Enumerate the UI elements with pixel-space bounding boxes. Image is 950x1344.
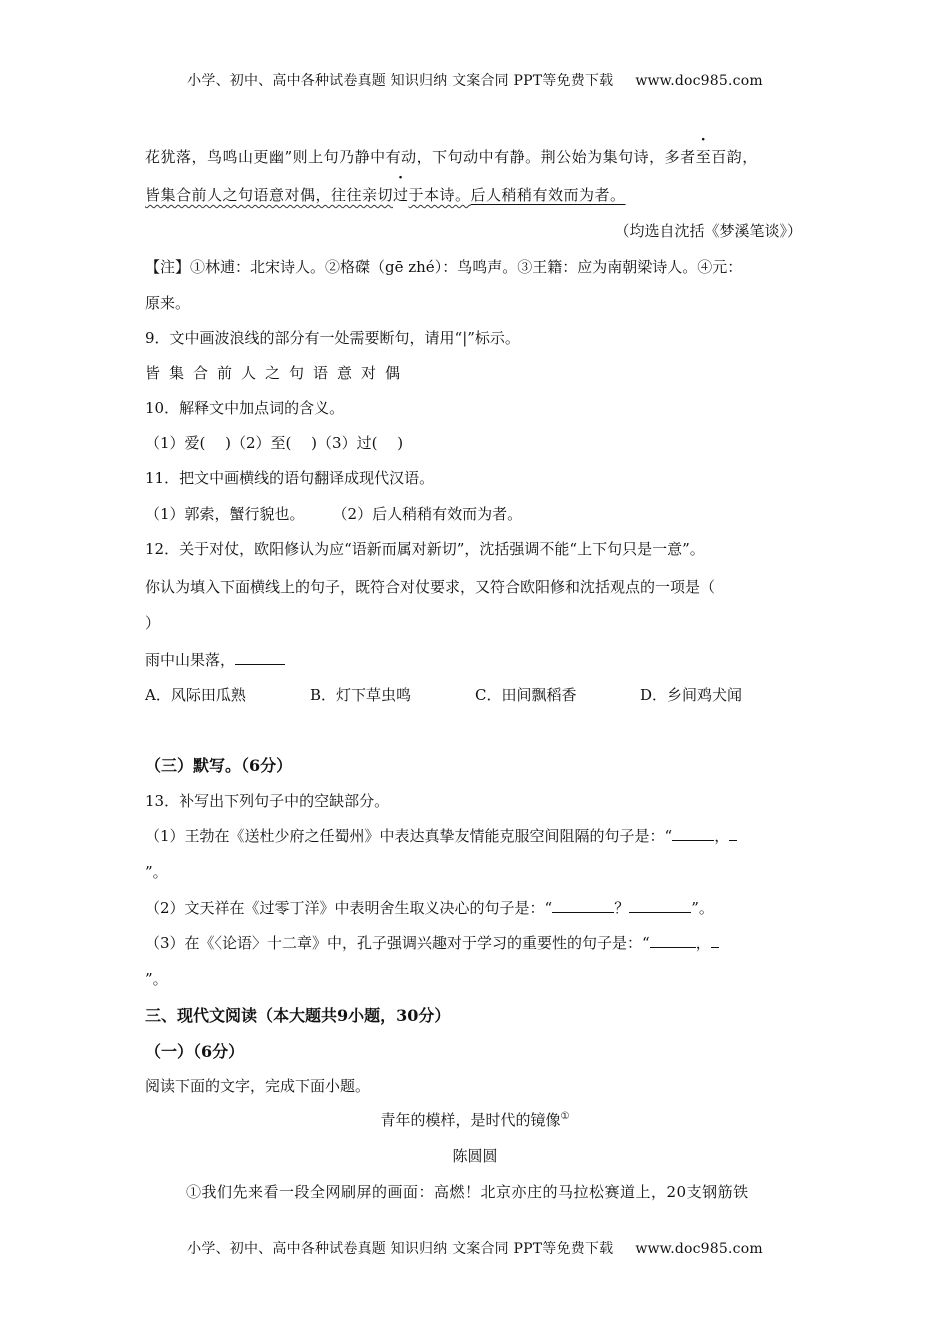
q12-option-d[interactable]: D．乡间鸡犬闻 (640, 686, 743, 704)
page-header (0, 70, 950, 90)
q13-2-end: ”。 (691, 899, 714, 917)
article-author: 陈圆圆 (452, 1147, 498, 1165)
article-title-text: 青年的模样，是时代的镜像 (380, 1111, 561, 1129)
q11-items (145, 503, 522, 524)
q13-3-text: （3）在《〈论语〉十二章》中，孔子强调兴趣对于学习的重要性的句子是：“ (145, 934, 650, 952)
q13-item-3-end: ”。 (145, 970, 168, 988)
dotted-word-zhi: 至 (695, 148, 712, 166)
q11-item-1: （1）郭索，蟹行貌也。 (145, 505, 305, 523)
article-para-1: ①我们先来看一段全网刷屏的画面：高燃！北京亦庄的马拉松赛道上，20支钢筋铁 (186, 1183, 749, 1201)
q13-2-blank-b[interactable] (629, 898, 691, 913)
dotted-word-guo: 过 (393, 186, 409, 204)
q12-blank[interactable] (235, 650, 285, 665)
article-title (0, 1109, 950, 1130)
page-footer (0, 1238, 950, 1258)
note-line-1: 【注】①林逋：北宋诗人。②格磔（gē zhé）：鸟鸣声。③王籍：应为南朝梁诗人。④元： (145, 258, 743, 276)
question-mark: ？ (614, 899, 630, 917)
q11-stem: 11．把文中画横线的语句翻译成现代汉语。 (145, 469, 435, 487)
modern-sub: （一）（6分） (145, 1042, 245, 1061)
q13-item-2 (145, 897, 714, 918)
q13-3-blank-b[interactable] (711, 933, 719, 948)
passage-text: 皆集合前人之句语意对偶，往往亲切 (145, 186, 394, 204)
q13-1-text: （1）王勃在《送杜少府之任蜀州》中表达真挚友情能克服空间阻隔的句子是：“ (145, 827, 673, 845)
q13-3-blank-a[interactable] (650, 933, 696, 948)
q12-option-b[interactable]: B．灯下草虫鸣 (310, 686, 412, 704)
q10-stem: 10．解释文中加点词的含义。 (145, 399, 345, 417)
footer-url[interactable]: www.doc985.com (635, 1241, 763, 1257)
q13-item-1 (145, 825, 737, 846)
q9-stem: 9．文中画波浪线的部分有一处需要断句，请用“|”标示。 (145, 329, 520, 347)
modern-instruction: 阅读下面的文字，完成下面小题。 (145, 1077, 371, 1095)
q12-option-a[interactable]: A．风际田瓜熟 (145, 686, 246, 704)
passage-line-2 (145, 184, 626, 205)
comma: ， (695, 934, 711, 952)
q13-item-1-end: ”。 (145, 863, 168, 881)
q11-item-2: （2）后人稍稍有效而为者。 (332, 505, 523, 523)
passage-line-1 (145, 146, 758, 167)
article-footnote-mark: ① (560, 1111, 570, 1122)
q10-items: （1）爱( )（2）至( )（3）过( ) (145, 434, 404, 452)
q13-1-blank-a[interactable] (672, 826, 714, 841)
q12-option-c[interactable]: C．田间飘稻香 (475, 686, 577, 704)
wavy-underlined-text (145, 186, 471, 204)
comma: ， (714, 827, 730, 845)
passage-source: （均选自沈括《梦溪笔谈》） (614, 222, 802, 240)
passage-text: 花犹落，鸟鸣山更幽”则上句乃静中有动，下句动中有静。荆公始为集句诗，多者 (145, 148, 696, 166)
passage-text: 于本诗。 (408, 186, 471, 204)
q12-options (145, 684, 785, 705)
q12-prompt (145, 649, 285, 670)
q12-prompt-text: 雨中山果落， (145, 651, 236, 669)
header-text: 小学、初中、高中各种试卷真题 知识归纳 文案合同 PPT等免费下载 (187, 73, 614, 89)
q12-line-3: ） (145, 614, 161, 632)
footer-text: 小学、初中、高中各种试卷真题 知识归纳 文案合同 PPT等免费下载 (187, 1241, 614, 1257)
modern-title: 三、现代文阅读（本大题共9小题，30分） (145, 1006, 451, 1025)
passage-text: 百韵， (711, 148, 758, 166)
q13-item-3 (145, 932, 719, 953)
q12-line-2: 你认为填入下面横线上的句子，既符合对仗要求，又符合欧阳修和沈括观点的一项是（ (145, 578, 716, 596)
q13-1-blank-b[interactable] (729, 826, 737, 841)
underlined-sentence: 后人稍稍有效而为者。 (470, 186, 626, 204)
q12-line-1: 12．关于对仗，欧阳修认为应“语新而属对新切”，沈括强调不能“上下句只是一意”。 (145, 540, 705, 558)
section3-title: （三）默写。（6分） (145, 756, 293, 775)
q13-2-blank-a[interactable] (552, 898, 614, 913)
q13-2-text: （2）文天祥在《过零丁洋》中表明舍生取义决心的句子是：“ (145, 899, 553, 917)
header-url[interactable]: www.doc985.com (635, 73, 763, 89)
q13-stem: 13．补写出下列句子中的空缺部分。 (145, 792, 390, 810)
note-line-2: 原来。 (145, 294, 191, 312)
q9-sentence: 皆集合前人之句语意对偶 (145, 364, 410, 382)
